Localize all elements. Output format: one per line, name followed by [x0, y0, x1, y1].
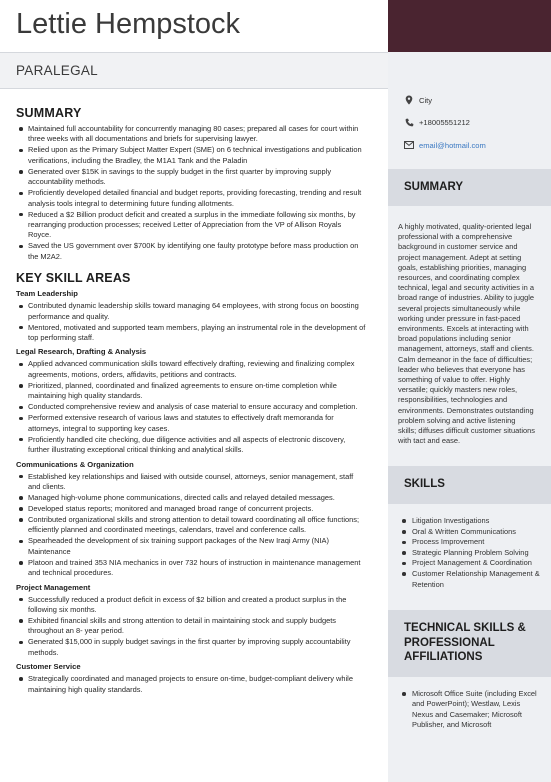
subheading-communications: Communications & Organization — [16, 459, 134, 469]
location-pin-icon — [404, 95, 414, 105]
location-text: City — [419, 95, 433, 105]
list-item: Exhibited financial skills and strong attention to detail in maintaining stock and supply budgets throughout an 8- year period. — [28, 616, 366, 637]
list-item: Relied upon as the Primary Subject Matter Expert (SME) on 6 technical investigations and publication verifications, including the Bradley, the M1A1 Tank and the Paladin — [28, 145, 366, 166]
subheading-customer-service: Customer Service — [16, 662, 81, 672]
list-item: Successfully reduced a product deficit in excess of $2 billion and created a product surplus in the following six months. — [28, 595, 366, 616]
list-item: Customer Relationship Management & Retention — [412, 568, 540, 589]
key-skill-areas-heading: KEY SKILL AREAS — [16, 271, 131, 286]
list-item: Platoon and trained 353 NIA mechanics in over 732 hours of instruction in maintenance management and technical procedures. — [28, 558, 366, 579]
list-item: Project Management & Coordination — [412, 558, 541, 569]
contact-phone — [404, 112, 551, 135]
contact-block — [388, 52, 551, 157]
list-item: Strategically coordinated and managed projects to ensure on-time, budget-compliant delivery while maintaining high quality standards. — [28, 674, 366, 695]
list-item: Conducted comprehensive review and analysis of case material to ensure accuracy and completion. — [28, 402, 366, 412]
list-item: Proficiently handled cite checking, due diligence activities and all aspects of electronic discovery, further illustrating exceptional critical thinking and analytical skills. — [28, 435, 366, 456]
envelope-icon — [404, 140, 414, 150]
summary-list — [16, 124, 366, 262]
skills-heading: SKILLS — [388, 466, 551, 504]
list-item: Saved the US government over $700K by identifying one faulty prototype before mass production on the M2A2. — [28, 241, 366, 262]
list-item: Litigation Investigations — [412, 516, 541, 527]
job-title: PARALEGAL — [16, 63, 98, 78]
header-bar — [0, 0, 551, 52]
list-item: Performed extensive research of various laws and statutes to effectively draft memoranda for attorneys, integral to supporting key cases. — [28, 413, 366, 434]
list-item: Microsoft Office Suite (including Excel and PowerPoint); Westlaw, Lexis Nexus and Casemaker; Microsoft Publisher, and Microsoft — [412, 689, 541, 731]
list-item: Spearheaded the development of six training support packages of the New Iraqi Army (NIA) Maintenance — [28, 536, 366, 557]
customer-service-list — [16, 674, 366, 695]
list-item: Prioritized, planned, coordinated and finalized agreements to ensure on-time completion while maintaining high quality standards. — [28, 381, 366, 402]
list-item: Contributed organizational skills and strong attention to detail toward coordinating all office functions; efficiently planned and coordinated meetings, calendars, travel and conference calls. — [28, 515, 366, 536]
contact-email[interactable] — [404, 134, 551, 157]
list-item: Established key relationships and liaised with outside counsel, attorneys, senior management, staff and clients. — [28, 472, 366, 493]
list-item: Generated over $15K in savings to the supply budget in the first quarter by improving supply accountability methods. — [28, 167, 366, 188]
technical-skills-heading: TECHNICAL SKILLS & PROFESSIONAL AFFILIATIONS — [388, 610, 551, 677]
list-item: Managed high-volume phone communications, directed calls and relayed detailed messages. — [28, 493, 366, 503]
email-link[interactable]: email@hotmail.com — [419, 140, 486, 150]
skills-list — [388, 504, 551, 590]
list-item: Developed status reports; monitored and managed broad range of concurrent projects. — [28, 504, 366, 514]
list-item: Process Improvement — [412, 537, 541, 548]
list-item: Maintained full accountability for concurrently managing 80 cases; prepared all cases for court within three weeks with all documentations and briefs for supervising lawyer. — [28, 124, 366, 145]
candidate-name: Lettie Hempstock — [16, 8, 241, 40]
project-management-list — [16, 595, 366, 659]
list-item: Proficiently developed detailed financial and budget reports, providing forecasting, trending and result analysis tools integral to determining future funding allotments. — [28, 188, 366, 209]
list-item: Mentored, motivated and supported team members, playing an instrumental role in the development of top performing staff. — [28, 322, 366, 343]
sidebar — [388, 52, 551, 782]
contact-location — [404, 89, 551, 112]
main-column — [0, 89, 388, 782]
list-item: Oral & Written Communications — [412, 527, 541, 538]
technical-skills-list — [388, 677, 551, 731]
list-item: Reduced a $2 Billion product deficit and created a surplus in the immediate following six months, by rearranging production processes; received Letter of Appreciation from the VP of Allison Royals Royce. — [28, 210, 366, 241]
subheading-legal-research: Legal Research, Drafting & Analysis — [16, 347, 147, 357]
sidebar-summary-text: A highly motivated, quality-oriented legal professional with a comprehensive background in customer service and project management. Adept at setting goals, establishing priorities, managing resources, and coordinating complex technical, legal and security activities in a broad range of industries. Ability to juggle several projects simultaneously while working under pressure in fast-paced environments. Excels at interacting with broad populations including senior management, attorneys, staff and clients. Calm demeanor in the face of difficulties; leader who believes that everyone has something of value to offer. Highly versatile; quickly masters new roles, responsibilities, technologies and environments. Demonstrates outstanding problem solving and active listening skills; diffuses difficult customer situations with tact and ease. — [398, 222, 535, 446]
list-item: Contributed dynamic leadership skills toward managing 64 employees, with strong focus on boosting performance and quality. — [28, 301, 366, 322]
summary-heading: SUMMARY — [16, 106, 82, 120]
sidebar-summary-heading: SUMMARY — [388, 169, 551, 207]
team-leadership-list — [16, 301, 366, 343]
list-item: Generated $15,000 in supply budget savings in the first quarter by improving supply accountability methods. — [28, 637, 366, 658]
list-item: Applied advanced communication skills toward effectively drafting, reviewing and finalizing complex agreements, motions, orders, affidavits, petitions and contracts. — [28, 359, 366, 380]
list-item: Strategic Planning Problem Solving — [412, 548, 541, 559]
communications-list — [16, 472, 366, 579]
legal-research-list — [16, 359, 366, 455]
phone-icon — [404, 118, 414, 128]
subheading-team-leadership: Team Leadership — [16, 289, 78, 299]
phone-text: +18005551212 — [419, 118, 470, 128]
header-accent-block — [388, 0, 551, 52]
job-title-bar — [0, 52, 388, 89]
subheading-project-management: Project Management — [16, 582, 91, 592]
